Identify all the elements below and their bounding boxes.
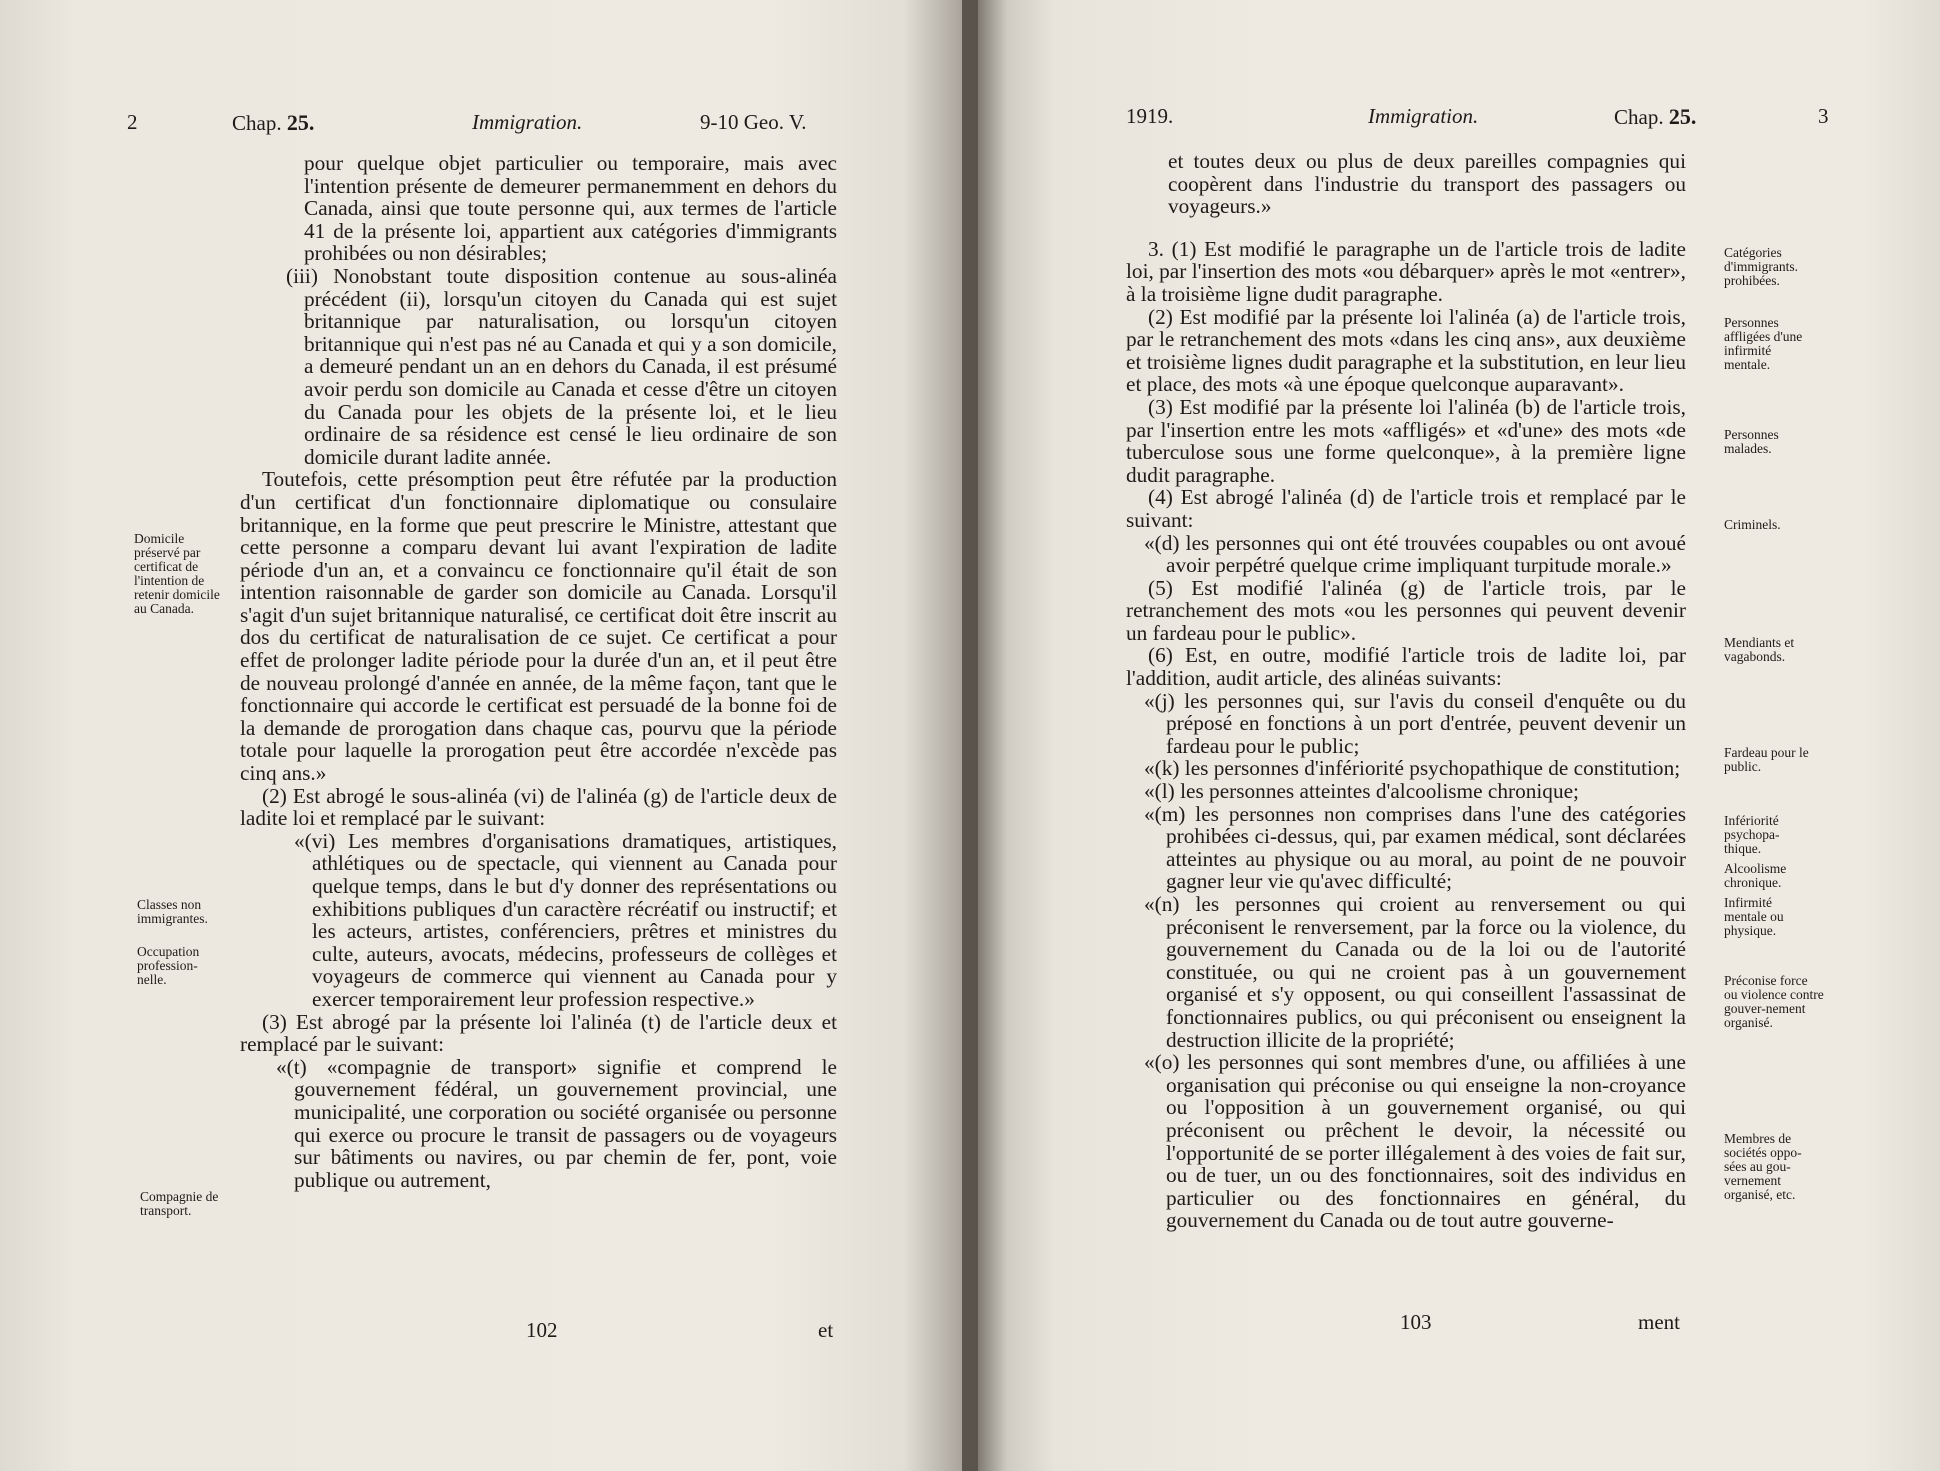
left-paragraph-4: (2) Est abrogé le sous-alinéa (vi) de l'alinéa (g) de l'article deux de ladite loi et remplacé par le suivant: <box>240 783 837 831</box>
right-year: 1919. <box>1126 104 1174 128</box>
left-regnal-year: 9-10 Geo. V. <box>700 110 807 134</box>
margin-note-infirmite-physique: Infirmité mentale ou physique. <box>1724 895 1784 938</box>
margin-note-compagnie-transport: Compagnie de transport. <box>140 1189 219 1218</box>
left-catchword: et <box>818 1318 834 1342</box>
left-paragraph-6: (3) Est abrogé par la présente loi l'alinéa (t) de l'article deux et remplacé par le suivant: <box>240 1009 837 1057</box>
right-paragraph-2: 3. (1) Est modifié le paragraphe un de l'article trois de ladite loi, par l'insertion des mots «ou débarquer» après le mot «entrer», à la troisième ligne dudit paragraphe. <box>1126 236 1686 306</box>
margin-note-infirmite-mentale: Personnes affligées d'une infirmité mentale. <box>1724 315 1803 372</box>
margin-note-fardeau-public: Fardeau pour le public. <box>1724 745 1809 774</box>
chapter-label: Chap. <box>232 111 282 135</box>
margin-note-alcoolisme: Alcoolisme chronique. <box>1724 861 1787 890</box>
right-paragraph-4: (3) Est modifié par la présente loi l'alinéa (b) de l'article trois, par l'insertion entre les mots «affligés» et «d'une» des mots «de tuberculose sous une forme quelconque», à la première ligne dudit paragraphe. <box>1126 394 1686 487</box>
left-page-number: 2 <box>127 110 138 134</box>
margin-note-inferiorite: Infériorité psychopa-thique. <box>1724 813 1780 856</box>
right-catchword: ment <box>1638 1310 1680 1334</box>
margin-note-occupation: Occupation profession-nelle. <box>137 944 200 987</box>
left-running-title: Immigration. <box>472 110 583 134</box>
right-paragraph-11: «(l) les personnes atteintes d'alcoolisme chronique; <box>1144 779 1579 804</box>
margin-note-mendiants: Mendiants et vagabonds. <box>1724 635 1795 664</box>
chapter-number: 25. <box>286 110 315 135</box>
right-page <box>978 0 1940 1471</box>
book-gutter <box>962 0 978 1471</box>
right-body-text <box>1126 150 1686 1232</box>
left-paragraph-5: «(vi) Les membres d'organisations dramatiques, artistiques, athlétiques ou de spectacle, qui viennent au Canada pour quelque temps, dans le but d'y donner des représentations ou exhibitions publiques d'un caractère récréatif ou instructif; et les acteurs, artistes, conférenciers, prêtres et ministres du culte, auteurs, avocats, médecins, professeurs de collèges et voyageurs de commerce qui viennent au Canada pour y exercer temporairement leur profession respective.» <box>294 828 837 1011</box>
right-paragraph-8: (6) Est, en outre, modifié l'article trois de ladite loi, par l'addition, audit article, des alinéas suivants: <box>1126 643 1686 691</box>
right-page-number: 3 <box>1818 104 1829 128</box>
margin-note-membres-societes: Membres de sociétés oppo-sées au gou-vernement organisé, etc. <box>1724 1131 1802 1202</box>
right-paragraph-6: «(d) les personnes qui ont été trouvées coupables ou ont avoué avoir perpétré quelque crime impliquant turpitude morale.» <box>1144 530 1686 578</box>
right-running-title: Immigration. <box>1368 104 1479 128</box>
left-paragraph-1: pour quelque objet particulier ou temporaire, mais avec l'intention présente de demeurer permanemment en dehors du Canada, ainsi que toute personne qui, aux termes de l'article 41 de la présente loi, appartient aux catégories d'immigrants prohibées ou non désirables; <box>304 151 837 266</box>
margin-note-preconise-violence: Préconise force ou violence contre gouver-nement organisé. <box>1724 973 1824 1030</box>
left-chapter-heading <box>232 110 314 136</box>
right-paragraph-7: (5) Est modifié l'alinéa (g) de l'article trois, par le retranchement des mots «ou les personnes qui peuvent devenir un fardeau pour le public». <box>1126 575 1686 645</box>
left-page <box>0 0 962 1471</box>
right-paragraph-5: (4) Est abrogé l'alinéa (d) de l'article trois et remplacé par le suivant: <box>1126 485 1686 532</box>
margin-note-domicile: Domicile préservé par certificat de l'intention de retenir domicile au Canada. <box>134 531 220 616</box>
right-paragraph-12: «(m) les personnes non comprises dans l'une des catégories prohibées ci-dessus, qui, par examen médical, sont déclarées atteintes au physique ou au moral, au point de ne pouvoir gagner leur vie qu'avec difficulté; <box>1144 801 1686 894</box>
right-paragraph-1: et toutes deux ou plus de deux pareilles compagnies qui coopèrent dans l'industrie du transport des passagers ou voyageurs.» <box>1168 149 1686 219</box>
margin-note-categories-prohibees: Catégories d'immigrants. prohibées. <box>1724 245 1799 288</box>
left-body-text <box>240 152 837 1191</box>
left-paragraph-2: (iii) Nonobstant toute disposition contenue au sous-alinéa précédent (ii), lorsqu'un citoyen du Canada qui est sujet britannique par naturalisation, ou lorsqu'un citoyen britannique qui n'est pas né au Canada et qui y a son domicile, a demeuré pendant un an en dehors du Canada, il est présumé avoir perdu son domicile au Canada et cesse d'être un citoyen du Canada pour les objets de la présente loi, et le lieu ordinaire de sa résidence est censé le lieu ordinaire de son domicile durant ladite année. <box>286 263 837 469</box>
left-page-folio: 102 <box>526 1318 558 1342</box>
right-paragraph-9: «(j) les personnes qui, sur l'avis du conseil d'enquête ou du préposé en fonctions à un port d'entrée, peuvent devenir un fardeau pour le public; <box>1144 688 1686 758</box>
margin-note-classes-non-immigrantes: Classes non immigrantes. <box>137 897 208 926</box>
right-paragraph-10: «(k) les personnes d'infériorité psychopathique de constitution; <box>1144 756 1681 781</box>
right-paragraph-13: «(n) les personnes qui croient au renversement ou qui préconisent le renversement, par la force ou la violence, du gouvernement du Canada ou de la loi ou de l'autorité constituée, ou qui ne croient pas à un gouvernement organisé et s'y opposent, ou qui conseillent l'assassinat de fonctionnaires publics, ou qui préconisent ou enseignent la destruction illicite de la propriété; <box>1144 892 1686 1052</box>
right-paragraph-3: (2) Est modifié par la présente loi l'alinéa (a) de l'article trois, par le retranchement des mots «dans les cinq ans», aux deuxième et troisième lignes dudit paragraphe et la substitution, en leur lieu et place, des mots «à une époque quelconque auparavant». <box>1126 304 1686 397</box>
left-paragraph-3: Toutefois, cette présomption peut être réfutée par la production d'un certificat d'un fonctionnaire diplomatique ou consulaire britannique, en la forme que peut prescrire le Ministre, attestant que cette personne a comparu devant lui avant l'expiration de ladite période d'un an, et a convaincu ce fonctionnaire qu'il était de son intention raisonnable de garder son domicile au Canada. Lorsqu'il s'agit d'un sujet britannique naturalisé, ce certificat doit être inscrit au dos du certificat de naturalisation de ce sujet. Ce certificat a pour effet de prolonger ladite période pour la durée d'un an, et il peut être de nouveau prolongé d'année en année, de la même façon, tant que le fonctionnaire qui accorde le certificat est persuadé de la bonne foi de la demande de prorogation dans chaque cas, pourvu que la période totale pour laquelle la prorogation peut être accordée n'excède pas cinq ans.» <box>240 467 837 786</box>
margin-note-personnes-malades: Personnes malades. <box>1724 427 1779 456</box>
left-paragraph-7: «(t) «compagnie de transport» signifie et comprend le gouvernement fédéral, un gouvernement provincial, une municipalité, une corporation ou société organisée ou personne qui exerce ou procure le transit de passagers ou de voyageurs sur bâtiments ou navires, ou par chemin de fer, pont, voie publique ou autrement, <box>276 1054 837 1192</box>
right-page-folio: 103 <box>1400 1310 1432 1334</box>
chapter-number: 25. <box>1668 104 1697 129</box>
chapter-label: Chap. <box>1614 105 1664 129</box>
right-paragraph-14: «(o) les personnes qui sont membres d'une, ou affiliées à une organisation qui préconise ou qui enseigne la non-croyance ou l'opposition à un gouvernement organisé, ou qui préconisent ou prêchent le devoir, la nécessité ou l'opportunité de se porter illégalement à des voies de fait sur, ou de tuer, un ou des fonctionnaires, soit des individus en particulier ou des fonctionnaires en général, du gouvernement du Canada ou de tout autre gouverne- <box>1144 1050 1686 1233</box>
right-chapter-heading <box>1614 104 1696 130</box>
margin-note-criminels: Criminels. <box>1724 517 1781 532</box>
